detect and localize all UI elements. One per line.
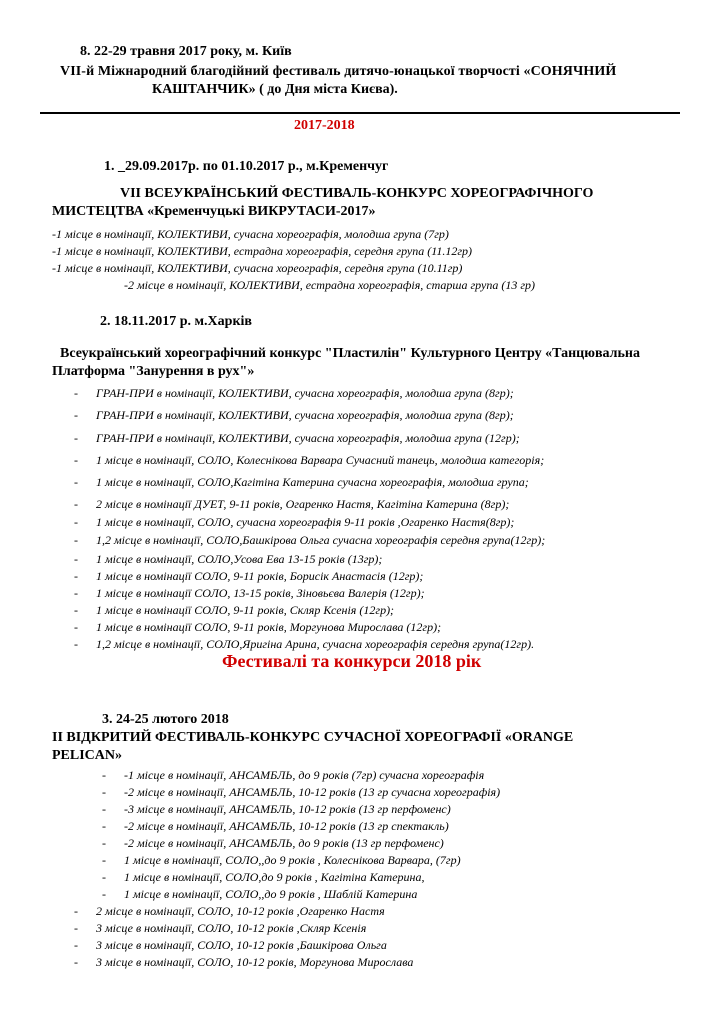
list-bullet: - (74, 431, 78, 445)
list-bullet: - (102, 819, 106, 833)
event-3-result: - 1 місце в номінації, СОЛО,,до 9 років , Колеснікова Варвара, (7гр) (102, 853, 461, 867)
list-bullet: - (74, 408, 78, 422)
event-1-result: -2 місце в номінації, КОЛЕКТИВИ, естрадна хореографія, старша група (13 гр) (124, 278, 536, 292)
event-3-result: - 3 місце в номінації, СОЛО, 10-12 років ,Скляр Ксенія (74, 921, 367, 935)
event-3-result: - 1 місце в номінації, СОЛО,,до 9 років , Шаблій Катерина (102, 887, 418, 901)
event-2-result: - 1 місце в номінації СОЛО, 13-15 років, Зіновьєва Валерія (12гр); (74, 586, 425, 600)
event-2-result: - 1,2 місце в номінації, СОЛО,Яригіна Арина, сучасна хореографія середня група(12гр). (74, 637, 535, 651)
list-bullet: - (74, 603, 78, 617)
event-2-result: - 1 місце в номінації, СОЛО,Кагітіна Катерина сучасна хореографія, молодша група; (74, 475, 529, 489)
event-2-result: - 1 місце в номінації СОЛО, 9-11 років, Борисік Анастасія (12гр); (74, 569, 424, 583)
list-bullet: - (74, 586, 78, 600)
list-bullet: - (74, 637, 78, 651)
list-bullet: - (102, 853, 106, 867)
event-2-result: - ГРАН-ПРИ в номінації, КОЛЕКТИВИ, сучасна хореографія, молодша група (12гр); (74, 431, 520, 445)
event-2-result: - 1 місце в номінації, СОЛО, сучасна хореографія 9-11 років ,Огаренко Настя(8гр); (74, 515, 515, 529)
list-bullet: - (102, 870, 106, 884)
event-2-result: - 1,2 місце в номінації, СОЛО,Башкірова Ольга сучасна хореографія середня група(12гр); (74, 533, 546, 547)
list-bullet: - (102, 785, 106, 799)
list-bullet: - (74, 620, 78, 634)
list-bullet: - (74, 552, 78, 566)
event-1-result: -1 місце в номінації, КОЛЕКТИВИ, естрадна хореографія, середня група (11.12гр) (52, 244, 473, 258)
event-2-result: - ГРАН-ПРИ в номінації, КОЛЕКТИВИ, сучасна хореографія, молодша група (8гр); (74, 408, 514, 422)
event-1-header: 1. _29.09.2017р. по 01.10.2017 р., м.Кременчуг (104, 159, 389, 174)
event-2-result: - 1 місце в номінації, СОЛО, Колеснікова Варвара Сучасний танець, молодша категорія; (74, 453, 545, 467)
season-heading: 2017-2018 (294, 118, 355, 133)
list-bullet: - (102, 802, 106, 816)
event-3-result: - 3 місце в номінації, СОЛО, 10-12 років, Моргунова Мирослава (74, 955, 414, 969)
list-bullet: - (74, 453, 78, 467)
list-bullet: - (74, 475, 78, 489)
list-bullet: - (74, 497, 78, 511)
event-2-header: 2. 18.11.2017 р. м.Харків (100, 314, 252, 329)
event-3-result: - 3 місце в номінації, СОЛО, 10-12 років ,Башкірова Ольга (74, 938, 387, 952)
event-1-result: -1 місце в номінації, КОЛЕКТИВИ, сучасна хореографія, середня група (10.11гр) (52, 261, 463, 275)
event-2-result: - 2 місце в номінації ДУЕТ, 9-11 років, Огаренко Настя, Кагітіна Катерина (8гр); (74, 497, 510, 511)
event-2-result: - 1 місце в номінації СОЛО, 9-11 років, Скляр Ксенія (12гр); (74, 603, 395, 617)
event-3-header: 3. 24-25 лютого 2018 (102, 712, 229, 727)
list-bullet: - (102, 768, 106, 782)
list-bullet: - (102, 836, 106, 850)
event-3-result: - 2 місце в номінації, СОЛО, 10-12 років ,Огаренко Настя (74, 904, 385, 918)
event-3-result: - -1 місце в номінації, АНСАМБЛЬ, до 9 років (7гр) сучасна хореографія (102, 768, 485, 782)
event-3-result: - -3 місце в номінації, АНСАМБЛЬ, 10-12 років (13 гр перфоменс) (102, 802, 451, 816)
festivals-2018-heading: Фестивалі та конкурси 2018 рік (222, 651, 482, 671)
list-bullet: - (74, 904, 78, 918)
event-2-result: - 1 місце в номінації СОЛО, 9-11 років, Моргунова Мирослава (12гр); (74, 620, 442, 634)
event-3-result: - -2 місце в номінації, АНСАМБЛЬ, 10-12 років (13 гр спектакль) (102, 819, 449, 833)
event-2-result: - 1 місце в номінації, СОЛО,Усова Ева 13-15 років (13гр); (74, 552, 383, 566)
event-3-title-line1: ІІ ВІДКРИТИЙ ФЕСТИВАЛЬ-КОНКУРС СУЧАСНОЇ ХОРЕОГРАФІЇ «ORANGE (52, 730, 574, 745)
event-3-title-line2: PELICAN» (52, 748, 123, 763)
event-2-result: - ГРАН-ПРИ в номінації, КОЛЕКТИВИ, сучасна хореографія, молодша група (8гр); (74, 386, 514, 400)
event-3-result: - -2 місце в номінації, АНСАМБЛЬ, до 9 років (13 гр перфоменс) (102, 836, 444, 850)
event-1-title-line2: МИСТЕЦТВА «Кременчуцькі ВИКРУТАСИ-2017» (52, 204, 376, 219)
list-bullet: - (74, 386, 78, 400)
list-bullet: - (74, 921, 78, 935)
list-bullet: - (74, 533, 78, 547)
event-3-result: - -2 місце в номінації, АНСАМБЛЬ, 10-12 років (13 гр сучасна хореографія) (102, 785, 501, 799)
list-bullet: - (74, 955, 78, 969)
section-divider (40, 112, 680, 114)
event-8-title-line2: КАШТАНЧИК» ( до Дня міста Києва). (152, 82, 398, 97)
event-8-header: 8. 22-29 травня 2017 року, м. Київ (80, 44, 292, 59)
event-2-title-line2: Платформа "Занурення в рух"» (52, 364, 255, 379)
event-8-title-line1: VІІ-й Міжнародний благодійний фестиваль дитячо-юнацької творчості «СОНЯЧНИЙ (60, 64, 617, 79)
event-1-result: -1 місце в номінації, КОЛЕКТИВИ, сучасна хореографія, молодша група (7гр) (52, 227, 449, 241)
event-2-title-line1: Всеукраїнський хореографічний конкурс "Пластилін" Культурного Центру «Танцювальна (60, 346, 640, 361)
event-3-result: - 1 місце в номінації, СОЛО,до 9 років , Кагітіна Катерина, (102, 870, 425, 884)
list-bullet: - (102, 887, 106, 901)
list-bullet: - (74, 569, 78, 583)
list-bullet: - (74, 515, 78, 529)
list-bullet: - (74, 938, 78, 952)
event-1-title-line1: VII ВСЕУКРАЇНСЬКИЙ ФЕСТИВАЛЬ-КОНКУРС ХОРЕОГРАФІЧНОГО (120, 186, 594, 201)
